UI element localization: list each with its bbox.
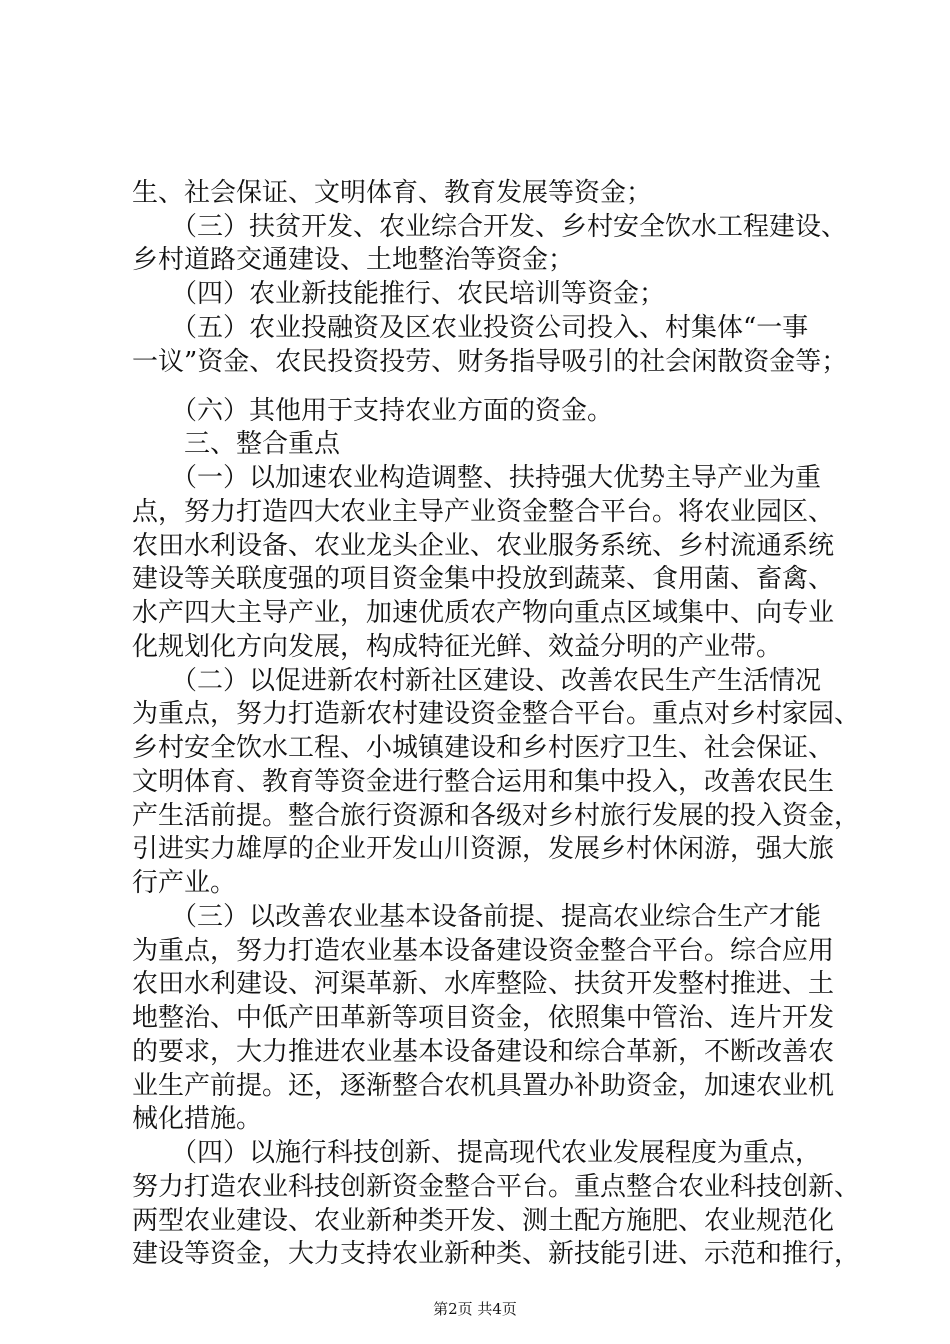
body-line: 乡村安全饮水工程、小城镇建设和乡村医疗卫生、社会保证、 xyxy=(132,733,835,763)
page-footer: 第2页 共4页 xyxy=(433,1300,517,1318)
body-line: （六）其他用于支持农业方面的资金。 xyxy=(132,396,614,426)
body-line: 文明体育、教育等资金进行整合运用和集中投入，改善农民生 xyxy=(132,767,835,797)
body-line: 产生活前提。整合旅行资源和各级对乡村旅行发展的投入资金， xyxy=(132,801,861,831)
body-line: （五）农业投融资及区农业投资公司投入、村集体“一事 xyxy=(132,313,809,343)
body-line: 建设等关联度强的项目资金集中投放到蔬菜、食用菌、畜禽、 xyxy=(132,564,835,594)
body-line: （一）以加速农业构造调整、扶持强大优势主导产业为重 xyxy=(132,463,822,493)
body-line: 为重点，努力打造农业基本设备建设资金整合平台。综合应用 xyxy=(132,936,835,966)
body-line: 建设等资金，大力支持农业新种类、新技能引进、示范和推行， xyxy=(132,1239,861,1269)
body-line: 两型农业建设、农业新种类开发、测土配方施肥、农业规范化 xyxy=(132,1206,835,1236)
body-line: 生、社会保证、文明体育、教育发展等资金； xyxy=(132,178,653,208)
body-line: 引进实力雄厚的企业开发山川资源，发展乡村休闲游，强大旅 xyxy=(132,834,835,864)
body-line: 一议”资金、农民投资投劳、财务指导吸引的社会闲散资金等； xyxy=(132,347,848,377)
body-line: （四）以施行科技创新、提高现代农业发展程度为重点， xyxy=(132,1138,822,1168)
body-line: （四）农业新技能推行、农民培训等资金； xyxy=(132,279,666,309)
body-line: 农田水利建设、河渠革新、水库整险、扶贫开发整村推进、土 xyxy=(132,969,835,999)
body-line: 农田水利设备、农业龙头企业、农业服务系统、乡村流通系统 xyxy=(132,531,835,561)
body-line: （三）扶贫开发、农业综合开发、乡村安全饮水工程建设、 xyxy=(132,212,848,242)
body-line: 的要求，大力推进农业基本设备建设和综合革新，不断改善农 xyxy=(132,1037,835,1067)
body-line: 努力打造农业科技创新资金整合平台。重点整合农业科技创新、 xyxy=(132,1172,861,1202)
body-line: 点，努力打造四大农业主导产业资金整合平台。将农业园区、 xyxy=(132,497,835,527)
section-heading: 三、整合重点 xyxy=(132,429,341,459)
body-line: （三）以改善农业基本设备前提、提高农业综合生产才能 xyxy=(132,902,822,932)
body-line: 为重点，努力打造新农村建设资金整合平台。重点对乡村家园、 xyxy=(132,699,861,729)
body-line: 业生产前提。还，逐渐整合农机具置办补助资金，加速农业机 xyxy=(132,1071,835,1101)
body-line: 行产业。 xyxy=(132,868,237,898)
body-line: 水产四大主导产业，加速优质农产物向重点区域集中、向专业 xyxy=(132,598,835,628)
body-line: 乡村道路交通建设、土地整治等资金； xyxy=(132,245,575,275)
body-line: 化规划化方向发展，构成特征光鲜、效益分明的产业带。 xyxy=(132,632,783,662)
body-line: （二）以促进新农村新社区建设、改善农民生产生活情况 xyxy=(132,666,822,696)
body-line: 械化措施。 xyxy=(132,1104,263,1134)
body-line: 地整治、中低产田革新等项目资金，依照集中管治、连片开发 xyxy=(132,1003,835,1033)
